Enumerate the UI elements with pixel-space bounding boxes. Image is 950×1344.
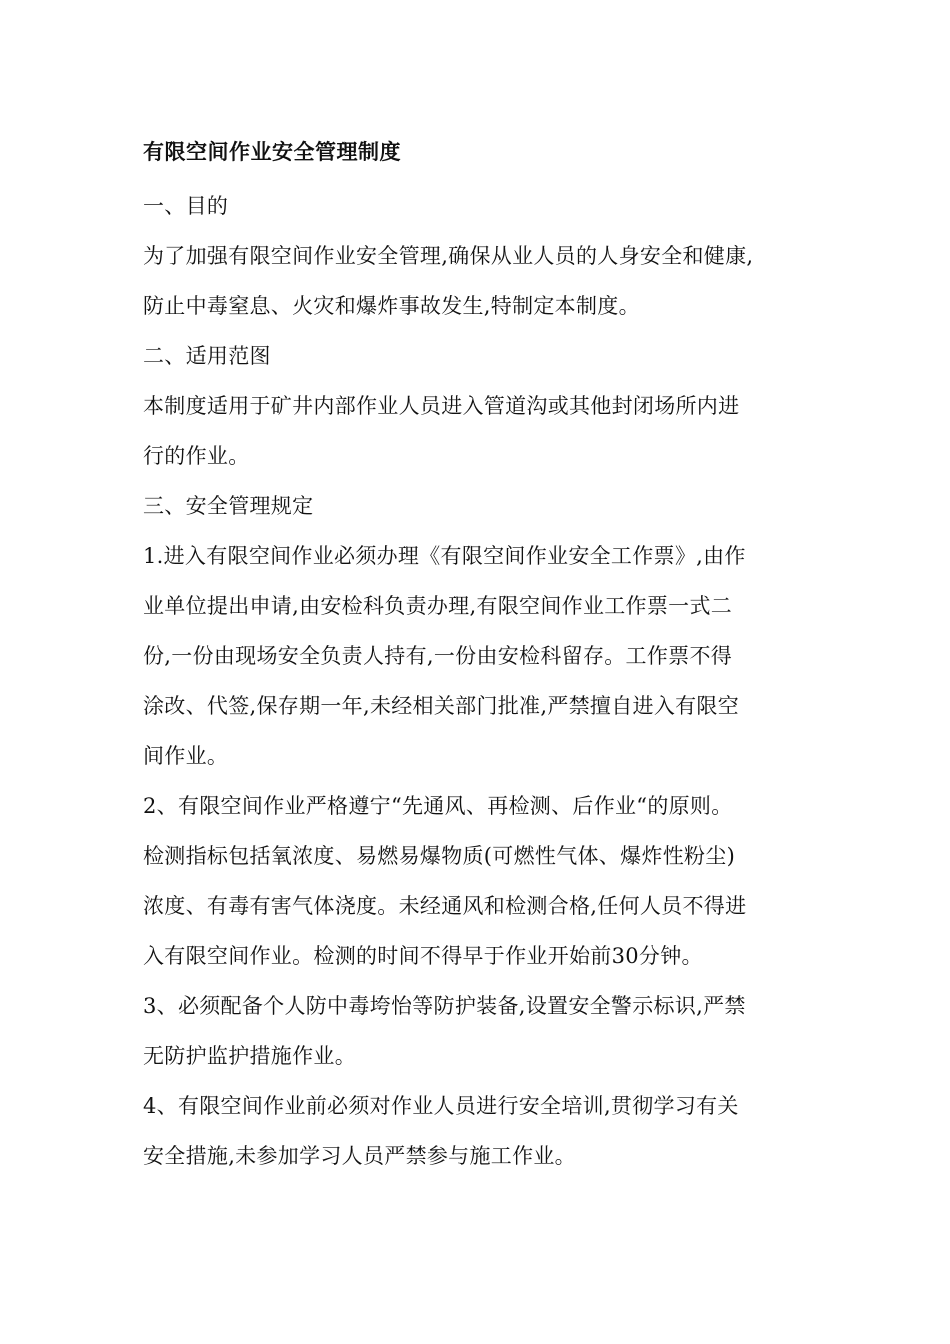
paragraph-purpose <box>143 231 823 331</box>
rule-item-2 <box>143 781 823 981</box>
text-line: 无防护监护措施作业。 <box>143 1044 356 1068</box>
document-body <box>143 131 823 1181</box>
text-line: 3、必须配备个人防中毒垮怡等防护装备,设置安全警示标识,严禁 <box>143 994 746 1018</box>
rule-item-4 <box>143 1081 823 1181</box>
text-line: 本制度适用于矿井内部作业人员进入管道沟或其他封闭场所内进 <box>143 394 740 418</box>
section-heading-scope <box>143 331 823 381</box>
text-line: 一、目的 <box>143 194 229 218</box>
text-line: 1.进入有限空间作业必须办理《有限空间作业安全工作票》,由作 <box>143 544 746 568</box>
text-line: 业单位提出申请,由安检科负责办理,有限空间作业工作票一式二 <box>143 594 733 618</box>
text-line: 4、有限空间作业前必须对作业人员进行安全培训,贯彻学习有关 <box>143 1094 739 1118</box>
section-heading-purpose <box>143 181 823 231</box>
text-line: 防止中毒窒息、火灾和爆炸事故发生,特制定本制度。 <box>143 294 640 318</box>
document-title: 有限空间作业安全管理制度 <box>143 140 401 164</box>
rule-item-3 <box>143 981 823 1081</box>
text-line: 涂改、代签,保存期一年,未经相关部门批准,严禁擅自进入有限空 <box>143 694 740 718</box>
text-line: 安全措施,未参加学习人员严禁参与施工作业。 <box>143 1144 576 1168</box>
text-line: 三、安全管理规定 <box>143 494 314 518</box>
text-line: 行的作业。 <box>143 444 250 468</box>
text-line: 为了加强有限空间作业安全管理,确保从业人员的人身安全和健康, <box>143 244 754 268</box>
text-line: 间作业。 <box>143 744 229 768</box>
section-heading-rules <box>143 481 823 531</box>
paragraph-scope <box>143 381 823 481</box>
rule-item-1 <box>143 531 823 781</box>
text-line: 2、有限空间作业严格遵宁“先通风、再检测、后作业“的原则。 <box>143 794 733 818</box>
text-line: 检测指标包括氧浓度、易燃易爆物质(可燃性气体、爆炸性粉尘) <box>143 844 736 868</box>
text-line: 二、适用范图 <box>143 344 271 368</box>
text-line: 份,一份由现场安全负责人持有,一份由安检科留存。工作票不得 <box>143 644 733 668</box>
text-line: 浓度、有毒有害气体浇度。未经通风和检测合格,任何人员不得进 <box>143 894 747 918</box>
text-line: 入有限空间作业。检测的时间不得早于作业开始前30分钟。 <box>143 944 703 968</box>
